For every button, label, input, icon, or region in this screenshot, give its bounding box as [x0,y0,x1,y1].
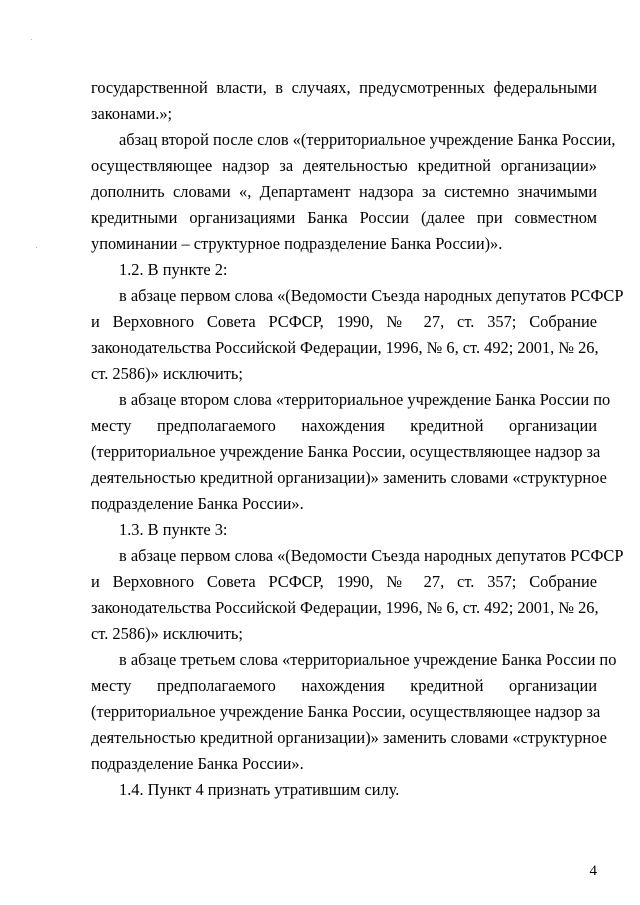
text-line: законами.»; [91,104,173,123]
page-number: 4 [589,863,597,879]
text-line: дополнить словами «, Департамент надзора за системно значимыми [91,182,597,201]
text-line: упоминании – структурное подразделение Банка России)». [91,234,503,253]
text-line: подразделение Банка России». [91,754,304,773]
text-line: ст. 2586)» исключить; [91,624,243,643]
text-line: абзац второй после слов «(территориальное учреждение Банка России, [119,130,616,149]
text-line: в абзаце первом слова «(Ведомости Съезда народных депутатов РСФСР [119,546,624,565]
section-heading: 1.2. В пункте 2: [119,260,228,279]
section-heading: 1.3. В пункте 3: [119,520,228,539]
text-line: законодательства Российской Федерации, 1996, № 6, ст. 492; 2001, № 26, [91,598,599,617]
text-line: (территориальное учреждение Банка России, осуществляющее надзор за [91,702,601,721]
scan-speck [31,39,32,40]
text-line: в абзаце втором слова «территориальное учреждение Банка России по [119,390,611,409]
text-line: кредитными организациями Банка России (далее при совместном [91,208,597,227]
text-line: месту предполагаемого нахождения кредитной организации [91,416,597,435]
text-line: в абзаце первом слова «(Ведомости Съезда народных депутатов РСФСР [119,286,624,305]
text-line: законодательства Российской Федерации, 1996, № 6, ст. 492; 2001, № 26, [91,338,599,357]
text-line: деятельностью кредитной организации)» заменить словами «структурное [91,468,607,487]
text-line: ст. 2586)» исключить; [91,364,243,383]
text-line: деятельностью кредитной организации)» заменить словами «структурное [91,728,607,747]
text-line: в абзаце третьем слова «территориальное учреждение Банка России по [119,650,617,669]
text-line: и Верховного Совета РСФСР, 1990, № 27, ст. 357; Собрание [91,312,597,331]
text-line: (территориальное учреждение Банка России, осуществляющее надзор за [91,442,601,461]
text-line: подразделение Банка России». [91,494,304,513]
section-heading: 1.4. Пункт 4 признать утратившим силу. [119,780,400,799]
text-line: месту предполагаемого нахождения кредитной организации [91,676,597,695]
text-line: осуществляющее надзор за деятельностью кредитной организации» [91,156,597,175]
text-line: государственной власти, в случаях, предусмотренных федеральными [91,78,597,97]
scan-speck [36,247,37,248]
text-line: и Верховного Совета РСФСР, 1990, № 27, ст. 357; Собрание [91,572,597,591]
